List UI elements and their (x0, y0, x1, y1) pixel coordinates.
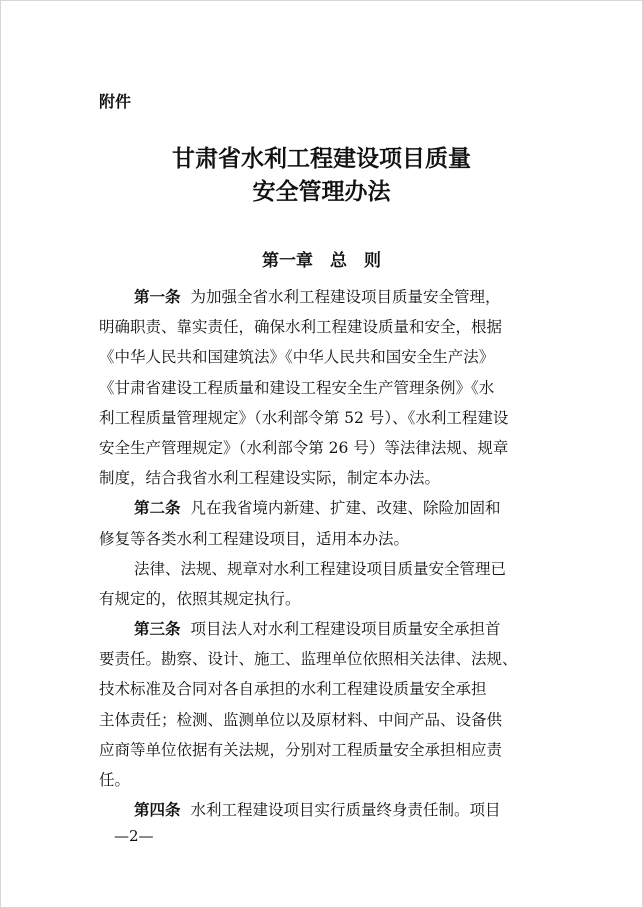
article-text: 为加强全省水利工程建设项目质量安全管理， (190, 288, 501, 306)
page-number: —2— (114, 827, 154, 845)
chapter-heading: 第一章 总 则 (262, 251, 381, 271)
paragraph-law-line-2: 有规定的，依照其规定执行。 (99, 589, 301, 608)
article-1-line-6: 安全生产管理规定》（水利部令第 26 号）等法律法规、规章 (99, 438, 509, 457)
article-2-line-1 (99, 493, 559, 523)
paragraph-law-line-1: 法律、法规、规章对水利工程建设项目质量安全管理已 (134, 559, 507, 578)
article-2-line-2: 修复等各类水利工程建设项目，适用本办法。 (99, 529, 410, 548)
article-3-line-6: 任。 (99, 771, 131, 789)
article-1-line-5: 利工程质量管理规定》（水利部令第 52 号）、《水利工程建设 (99, 408, 509, 427)
article-label: 第四条 (134, 801, 181, 820)
article-4-line-1 (99, 795, 559, 825)
article-3-line-1 (99, 614, 559, 644)
article-1-line-3: 《中华人民共和国建筑法》《中华人民共和国安全生产法》 (99, 348, 495, 367)
document-body (99, 282, 559, 825)
article-1-line-1 (99, 282, 559, 312)
article-3-line-4: 主体责任；检测、监测单位以及原材料、中间产品、设备供 (99, 710, 503, 729)
document-title-line-1: 甘肃省水利工程建设项目质量 (172, 146, 471, 172)
article-label: 第一条 (134, 288, 181, 306)
article-text: 项目法人对水利工程建设项目质量安全承担首 (190, 620, 501, 639)
article-1-line-7: 制度，结合我省水利工程建设实际，制定本办法。 (99, 469, 441, 488)
article-1-line-2: 明确职责、靠实责任，确保水利工程建设质量和安全，根据 (99, 318, 503, 337)
article-label: 第二条 (134, 499, 181, 518)
document-title-line-2: 安全管理办法 (252, 179, 391, 205)
article-text: 水利工程建设项目实行质量终身责任制。项目 (190, 801, 501, 820)
article-3-line-5: 应商等单位依据有关法规，分别对工程质量安全承担相应责 (99, 740, 503, 759)
article-1-line-4: 《甘肃省建设工程质量和建设工程安全生产管理条例》《水 (99, 378, 495, 397)
article-3-line-2: 要责任。勘察、设计、施工、监理单位依照相关法律、法规、 (99, 650, 518, 669)
attachment-label: 附件 (99, 92, 132, 111)
article-3-line-3: 技术标准及合同对各自承担的水利工程建设质量安全承担 (99, 680, 487, 699)
article-label: 第三条 (134, 620, 181, 639)
article-text: 凡在我省境内新建、扩建、改建、除险加固和 (190, 499, 501, 518)
